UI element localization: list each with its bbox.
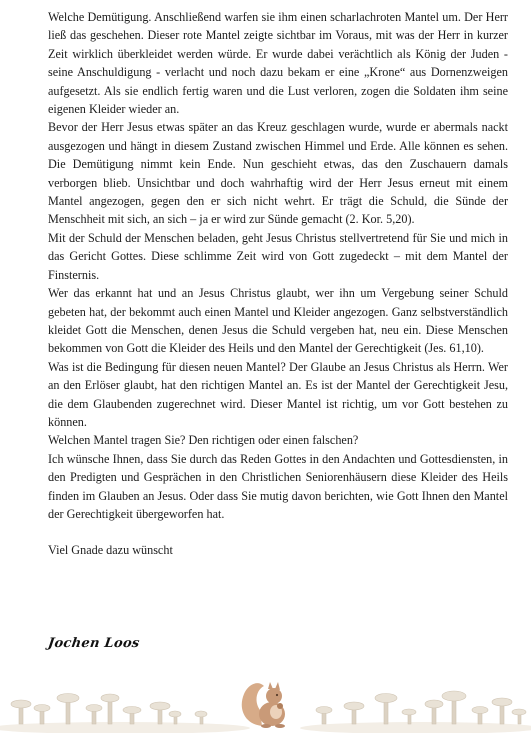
mushroom-squirrel-illustration	[0, 668, 531, 733]
signature: Jochen Loos	[46, 636, 141, 651]
paragraph-5: Was ist die Bedingung für diesen neuen Mantel? Der Glaube an Jesus Christus als Herrn. Wer an den Erlöser glaubt, hat den richtigen Mantel an. Es ist der Mantel der Gerechtigkeit Jesu, die dem Glaubenden zugerechnet wird. Dieser Mantel ist richtig, um vor Gott bestehen zu können.	[48, 359, 508, 429]
paragraph-6: Welchen Mantel tragen Sie? Den richtigen oder einen falschen?	[48, 433, 359, 448]
mushroom-icon	[11, 694, 207, 725]
body-text	[48, 8, 508, 560]
closing-greeting: Viel Gnade dazu wünscht	[48, 543, 173, 558]
paragraph-4: Wer das erkannt hat und an Jesus Christus glaubt, wer ihn um Vergebung seiner Schuld gebeten hat, der bekommt auch einen Mantel und Kleider angezogen. Ganz selbstverständlich kleidet Gott die Menschen, denen Jesus die Schuld vergeben hat, neu ein. Diese Menschen bekommen von Gott die Kleider des Heils und den Mantel der Gerechtigkeit (Jes. 61,10).	[48, 286, 508, 356]
paragraph-7: Ich wünsche Ihnen, dass Sie durch das Reden Gottes in den Andachten und Gottesdiensten, in den Predigten und Gesprächen in den Christlichen Seniorenhäusern diese Kleider des Heils finden im Glauben an Jesus. Oder dass Sie mutig davon berichten, wie Gott Ihnen den Mantel der Gerechtigkeit übergeworfen hat.	[48, 451, 508, 521]
mushroom-icon	[316, 691, 526, 724]
squirrel-icon	[242, 682, 285, 728]
paragraph-3: Mit der Schuld der Menschen beladen, geht Jesus Christus stellvertretend für Sie und mich in das Gericht Gottes. Diese schlimme Zeit wird von Gott zugedeckt – mit dem Mantel der Finsternis.	[48, 230, 508, 282]
paragraph-2: Bevor der Herr Jesus etwas später an das Kreuz geschlagen wurde, wurde er abermals nackt ausgezogen und hängt in diesem Zustand zwischen Himmel und Erde. Alle können es sehen. Die Demütigung nimmt kein Ende. Nun geschieht etwas, das den Zuschauern damals verborgen blieb. Unsichtbar und doch wahrhaftig wird der Herr Jesus erneut mit einem Mantel angezogen, gegen den er sich nicht wehrt. Er trägt die Schuld, die Sünde der Menschheit mit sich, an sich – ja er wird zur Sünde gemacht (2. Kor. 5,20).	[48, 120, 508, 227]
paragraph-1: Welche Demütigung. Anschließend warfen sie ihm einen scharlachroten Mantel um. Der Herr ließ das geschehen. Dieser rote Mantel zeigte sichtbar im Voraus, mit was der Herr in kurzer Zeit wirklich überkleidet werden würde. Er wurde dabei verächtlich als König der Juden - seine Anschuldigung - verlacht und noch dazu bekam er eine „Krone“ aus Dornenzweigen aufgesetzt. Als sie endlich fertig waren und die Lust verloren, zogen die Soldaten ihm seine eigenen Kleider wieder an.	[48, 10, 508, 117]
